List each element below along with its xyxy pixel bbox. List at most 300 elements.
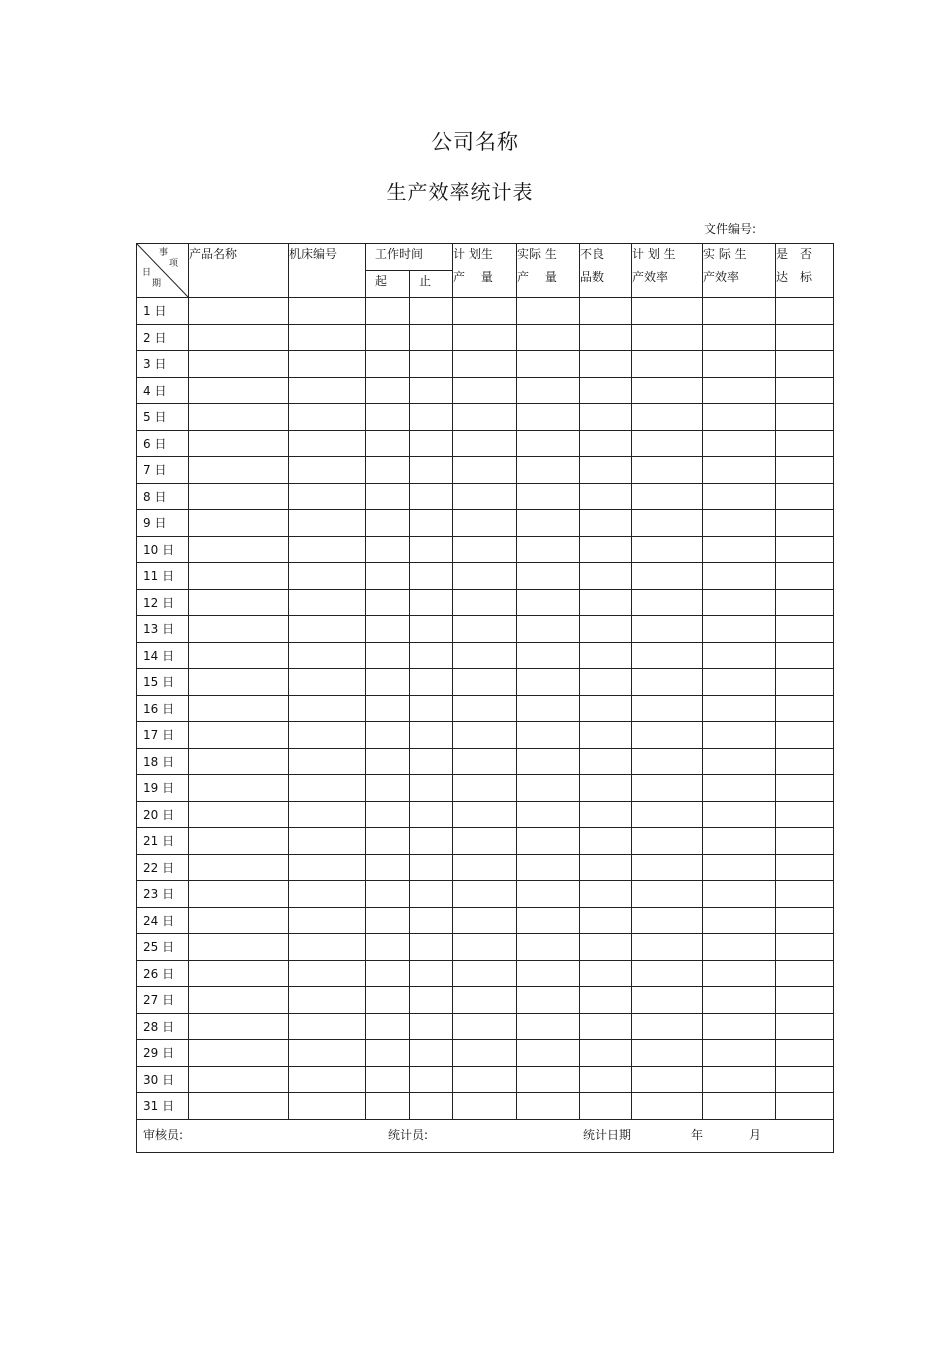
data-cell[interactable] <box>517 483 580 510</box>
data-cell[interactable] <box>632 1093 703 1120</box>
data-cell[interactable] <box>703 377 776 404</box>
data-cell[interactable] <box>517 1093 580 1120</box>
data-cell[interactable] <box>289 775 366 802</box>
data-cell[interactable] <box>189 934 289 961</box>
data-cell[interactable] <box>366 854 410 881</box>
data-cell[interactable] <box>189 616 289 643</box>
data-cell[interactable] <box>580 642 632 669</box>
data-cell[interactable] <box>289 987 366 1014</box>
data-cell[interactable] <box>410 404 453 431</box>
data-cell[interactable] <box>453 907 517 934</box>
data-cell[interactable] <box>366 934 410 961</box>
data-cell[interactable] <box>453 536 517 563</box>
data-cell[interactable] <box>776 1066 834 1093</box>
data-cell[interactable] <box>517 1013 580 1040</box>
data-cell[interactable] <box>366 377 410 404</box>
data-cell[interactable] <box>410 351 453 378</box>
data-cell[interactable] <box>632 722 703 749</box>
data-cell[interactable] <box>453 510 517 537</box>
data-cell[interactable] <box>776 801 834 828</box>
data-cell[interactable] <box>580 457 632 484</box>
data-cell[interactable] <box>632 748 703 775</box>
data-cell[interactable] <box>366 669 410 696</box>
data-cell[interactable] <box>580 298 632 325</box>
data-cell[interactable] <box>580 404 632 431</box>
data-cell[interactable] <box>189 377 289 404</box>
data-cell[interactable] <box>410 457 453 484</box>
data-cell[interactable] <box>366 457 410 484</box>
data-cell[interactable] <box>453 881 517 908</box>
data-cell[interactable] <box>366 1013 410 1040</box>
data-cell[interactable] <box>703 775 776 802</box>
data-cell[interactable] <box>703 1066 776 1093</box>
data-cell[interactable] <box>410 695 453 722</box>
data-cell[interactable] <box>580 536 632 563</box>
data-cell[interactable] <box>410 430 453 457</box>
data-cell[interactable] <box>517 430 580 457</box>
data-cell[interactable] <box>453 1040 517 1067</box>
data-cell[interactable] <box>632 987 703 1014</box>
data-cell[interactable] <box>517 934 580 961</box>
data-cell[interactable] <box>776 881 834 908</box>
data-cell[interactable] <box>632 377 703 404</box>
data-cell[interactable] <box>632 854 703 881</box>
data-cell[interactable] <box>580 324 632 351</box>
data-cell[interactable] <box>453 960 517 987</box>
data-cell[interactable] <box>189 510 289 537</box>
data-cell[interactable] <box>580 1013 632 1040</box>
data-cell[interactable] <box>366 695 410 722</box>
data-cell[interactable] <box>517 642 580 669</box>
data-cell[interactable] <box>410 828 453 855</box>
data-cell[interactable] <box>776 589 834 616</box>
data-cell[interactable] <box>189 563 289 590</box>
data-cell[interactable] <box>517 510 580 537</box>
data-cell[interactable] <box>410 1093 453 1120</box>
data-cell[interactable] <box>453 457 517 484</box>
data-cell[interactable] <box>703 722 776 749</box>
data-cell[interactable] <box>632 775 703 802</box>
data-cell[interactable] <box>189 1066 289 1093</box>
data-cell[interactable] <box>632 669 703 696</box>
data-cell[interactable] <box>289 536 366 563</box>
data-cell[interactable] <box>453 1066 517 1093</box>
data-cell[interactable] <box>776 669 834 696</box>
data-cell[interactable] <box>410 324 453 351</box>
data-cell[interactable] <box>776 695 834 722</box>
data-cell[interactable] <box>366 828 410 855</box>
data-cell[interactable] <box>453 934 517 961</box>
data-cell[interactable] <box>189 748 289 775</box>
data-cell[interactable] <box>289 748 366 775</box>
data-cell[interactable] <box>366 483 410 510</box>
data-cell[interactable] <box>410 960 453 987</box>
data-cell[interactable] <box>776 960 834 987</box>
data-cell[interactable] <box>517 404 580 431</box>
data-cell[interactable] <box>289 324 366 351</box>
data-cell[interactable] <box>776 987 834 1014</box>
data-cell[interactable] <box>410 854 453 881</box>
data-cell[interactable] <box>776 298 834 325</box>
data-cell[interactable] <box>410 616 453 643</box>
data-cell[interactable] <box>776 404 834 431</box>
data-cell[interactable] <box>632 589 703 616</box>
data-cell[interactable] <box>776 563 834 590</box>
data-cell[interactable] <box>580 801 632 828</box>
data-cell[interactable] <box>410 1066 453 1093</box>
data-cell[interactable] <box>776 457 834 484</box>
data-cell[interactable] <box>453 377 517 404</box>
data-cell[interactable] <box>517 298 580 325</box>
data-cell[interactable] <box>366 1040 410 1067</box>
data-cell[interactable] <box>517 589 580 616</box>
data-cell[interactable] <box>289 960 366 987</box>
data-cell[interactable] <box>632 828 703 855</box>
data-cell[interactable] <box>366 536 410 563</box>
data-cell[interactable] <box>366 748 410 775</box>
data-cell[interactable] <box>453 589 517 616</box>
data-cell[interactable] <box>632 907 703 934</box>
data-cell[interactable] <box>410 881 453 908</box>
data-cell[interactable] <box>776 536 834 563</box>
data-cell[interactable] <box>189 1093 289 1120</box>
data-cell[interactable] <box>189 324 289 351</box>
data-cell[interactable] <box>410 510 453 537</box>
data-cell[interactable] <box>517 881 580 908</box>
data-cell[interactable] <box>517 801 580 828</box>
data-cell[interactable] <box>289 828 366 855</box>
data-cell[interactable] <box>453 828 517 855</box>
data-cell[interactable] <box>366 430 410 457</box>
data-cell[interactable] <box>189 854 289 881</box>
data-cell[interactable] <box>517 351 580 378</box>
data-cell[interactable] <box>366 298 410 325</box>
data-cell[interactable] <box>410 801 453 828</box>
data-cell[interactable] <box>453 1093 517 1120</box>
data-cell[interactable] <box>189 960 289 987</box>
data-cell[interactable] <box>703 1040 776 1067</box>
data-cell[interactable] <box>189 1013 289 1040</box>
data-cell[interactable] <box>189 298 289 325</box>
data-cell[interactable] <box>703 669 776 696</box>
data-cell[interactable] <box>776 324 834 351</box>
data-cell[interactable] <box>580 1093 632 1120</box>
data-cell[interactable] <box>289 430 366 457</box>
data-cell[interactable] <box>517 1040 580 1067</box>
data-cell[interactable] <box>366 563 410 590</box>
data-cell[interactable] <box>517 457 580 484</box>
data-cell[interactable] <box>776 510 834 537</box>
data-cell[interactable] <box>703 483 776 510</box>
data-cell[interactable] <box>453 854 517 881</box>
data-cell[interactable] <box>517 536 580 563</box>
data-cell[interactable] <box>410 377 453 404</box>
data-cell[interactable] <box>703 934 776 961</box>
data-cell[interactable] <box>703 430 776 457</box>
data-cell[interactable] <box>289 722 366 749</box>
data-cell[interactable] <box>366 351 410 378</box>
data-cell[interactable] <box>189 669 289 696</box>
data-cell[interactable] <box>410 642 453 669</box>
data-cell[interactable] <box>289 404 366 431</box>
data-cell[interactable] <box>703 1093 776 1120</box>
data-cell[interactable] <box>289 907 366 934</box>
data-cell[interactable] <box>703 510 776 537</box>
data-cell[interactable] <box>189 430 289 457</box>
data-cell[interactable] <box>366 907 410 934</box>
data-cell[interactable] <box>366 589 410 616</box>
data-cell[interactable] <box>366 801 410 828</box>
data-cell[interactable] <box>776 1013 834 1040</box>
data-cell[interactable] <box>632 1066 703 1093</box>
data-cell[interactable] <box>289 1040 366 1067</box>
data-cell[interactable] <box>776 748 834 775</box>
data-cell[interactable] <box>632 510 703 537</box>
data-cell[interactable] <box>632 457 703 484</box>
data-cell[interactable] <box>703 616 776 643</box>
data-cell[interactable] <box>703 457 776 484</box>
data-cell[interactable] <box>453 669 517 696</box>
data-cell[interactable] <box>453 351 517 378</box>
data-cell[interactable] <box>580 351 632 378</box>
data-cell[interactable] <box>453 642 517 669</box>
data-cell[interactable] <box>410 1040 453 1067</box>
data-cell[interactable] <box>517 960 580 987</box>
data-cell[interactable] <box>289 457 366 484</box>
data-cell[interactable] <box>580 748 632 775</box>
data-cell[interactable] <box>453 616 517 643</box>
data-cell[interactable] <box>189 722 289 749</box>
data-cell[interactable] <box>366 987 410 1014</box>
data-cell[interactable] <box>632 881 703 908</box>
data-cell[interactable] <box>703 960 776 987</box>
data-cell[interactable] <box>453 324 517 351</box>
data-cell[interactable] <box>410 934 453 961</box>
data-cell[interactable] <box>776 722 834 749</box>
data-cell[interactable] <box>289 881 366 908</box>
data-cell[interactable] <box>632 430 703 457</box>
data-cell[interactable] <box>289 1093 366 1120</box>
data-cell[interactable] <box>289 510 366 537</box>
data-cell[interactable] <box>189 589 289 616</box>
data-cell[interactable] <box>703 589 776 616</box>
data-cell[interactable] <box>410 987 453 1014</box>
data-cell[interactable] <box>703 801 776 828</box>
data-cell[interactable] <box>703 907 776 934</box>
data-cell[interactable] <box>289 669 366 696</box>
data-cell[interactable] <box>776 616 834 643</box>
data-cell[interactable] <box>580 1066 632 1093</box>
data-cell[interactable] <box>703 351 776 378</box>
data-cell[interactable] <box>366 775 410 802</box>
data-cell[interactable] <box>632 404 703 431</box>
data-cell[interactable] <box>453 430 517 457</box>
data-cell[interactable] <box>580 854 632 881</box>
data-cell[interactable] <box>289 642 366 669</box>
data-cell[interactable] <box>517 775 580 802</box>
data-cell[interactable] <box>632 934 703 961</box>
data-cell[interactable] <box>289 351 366 378</box>
data-cell[interactable] <box>517 377 580 404</box>
data-cell[interactable] <box>453 722 517 749</box>
data-cell[interactable] <box>580 881 632 908</box>
data-cell[interactable] <box>703 987 776 1014</box>
data-cell[interactable] <box>580 907 632 934</box>
data-cell[interactable] <box>580 589 632 616</box>
data-cell[interactable] <box>517 854 580 881</box>
data-cell[interactable] <box>632 1040 703 1067</box>
data-cell[interactable] <box>632 298 703 325</box>
data-cell[interactable] <box>517 907 580 934</box>
data-cell[interactable] <box>410 589 453 616</box>
data-cell[interactable] <box>580 430 632 457</box>
data-cell[interactable] <box>366 642 410 669</box>
data-cell[interactable] <box>189 907 289 934</box>
data-cell[interactable] <box>189 987 289 1014</box>
data-cell[interactable] <box>580 377 632 404</box>
data-cell[interactable] <box>366 722 410 749</box>
data-cell[interactable] <box>580 775 632 802</box>
data-cell[interactable] <box>776 828 834 855</box>
data-cell[interactable] <box>189 828 289 855</box>
data-cell[interactable] <box>189 483 289 510</box>
data-cell[interactable] <box>776 642 834 669</box>
data-cell[interactable] <box>410 536 453 563</box>
data-cell[interactable] <box>289 801 366 828</box>
data-cell[interactable] <box>632 324 703 351</box>
data-cell[interactable] <box>453 801 517 828</box>
data-cell[interactable] <box>289 298 366 325</box>
data-cell[interactable] <box>189 536 289 563</box>
data-cell[interactable] <box>703 854 776 881</box>
data-cell[interactable] <box>776 351 834 378</box>
data-cell[interactable] <box>366 881 410 908</box>
data-cell[interactable] <box>632 642 703 669</box>
data-cell[interactable] <box>703 404 776 431</box>
data-cell[interactable] <box>703 881 776 908</box>
data-cell[interactable] <box>366 324 410 351</box>
data-cell[interactable] <box>703 536 776 563</box>
data-cell[interactable] <box>453 483 517 510</box>
data-cell[interactable] <box>517 748 580 775</box>
data-cell[interactable] <box>453 563 517 590</box>
data-cell[interactable] <box>289 483 366 510</box>
data-cell[interactable] <box>632 563 703 590</box>
data-cell[interactable] <box>776 907 834 934</box>
data-cell[interactable] <box>289 563 366 590</box>
data-cell[interactable] <box>366 616 410 643</box>
data-cell[interactable] <box>517 722 580 749</box>
data-cell[interactable] <box>189 801 289 828</box>
data-cell[interactable] <box>410 1013 453 1040</box>
data-cell[interactable] <box>776 934 834 961</box>
data-cell[interactable] <box>189 642 289 669</box>
data-cell[interactable] <box>517 1066 580 1093</box>
data-cell[interactable] <box>289 1066 366 1093</box>
data-cell[interactable] <box>289 854 366 881</box>
data-cell[interactable] <box>517 695 580 722</box>
data-cell[interactable] <box>580 960 632 987</box>
data-cell[interactable] <box>517 987 580 1014</box>
data-cell[interactable] <box>703 828 776 855</box>
data-cell[interactable] <box>632 351 703 378</box>
data-cell[interactable] <box>703 642 776 669</box>
data-cell[interactable] <box>189 881 289 908</box>
data-cell[interactable] <box>366 1066 410 1093</box>
data-cell[interactable] <box>776 483 834 510</box>
data-cell[interactable] <box>703 298 776 325</box>
data-cell[interactable] <box>189 457 289 484</box>
data-cell[interactable] <box>703 748 776 775</box>
data-cell[interactable] <box>703 695 776 722</box>
data-cell[interactable] <box>632 536 703 563</box>
data-cell[interactable] <box>410 748 453 775</box>
data-cell[interactable] <box>189 695 289 722</box>
data-cell[interactable] <box>366 1093 410 1120</box>
data-cell[interactable] <box>703 324 776 351</box>
data-cell[interactable] <box>632 695 703 722</box>
data-cell[interactable] <box>189 404 289 431</box>
data-cell[interactable] <box>410 775 453 802</box>
data-cell[interactable] <box>289 934 366 961</box>
data-cell[interactable] <box>189 775 289 802</box>
data-cell[interactable] <box>776 1093 834 1120</box>
data-cell[interactable] <box>453 987 517 1014</box>
data-cell[interactable] <box>453 775 517 802</box>
data-cell[interactable] <box>703 1013 776 1040</box>
data-cell[interactable] <box>189 351 289 378</box>
data-cell[interactable] <box>453 748 517 775</box>
data-cell[interactable] <box>580 828 632 855</box>
data-cell[interactable] <box>632 1013 703 1040</box>
data-cell[interactable] <box>517 563 580 590</box>
data-cell[interactable] <box>410 722 453 749</box>
data-cell[interactable] <box>776 775 834 802</box>
data-cell[interactable] <box>517 828 580 855</box>
data-cell[interactable] <box>580 722 632 749</box>
data-cell[interactable] <box>289 1013 366 1040</box>
data-cell[interactable] <box>517 669 580 696</box>
data-cell[interactable] <box>517 616 580 643</box>
data-cell[interactable] <box>703 563 776 590</box>
data-cell[interactable] <box>632 616 703 643</box>
data-cell[interactable] <box>580 987 632 1014</box>
data-cell[interactable] <box>632 483 703 510</box>
data-cell[interactable] <box>580 695 632 722</box>
data-cell[interactable] <box>366 960 410 987</box>
data-cell[interactable] <box>410 669 453 696</box>
data-cell[interactable] <box>580 1040 632 1067</box>
data-cell[interactable] <box>189 1040 289 1067</box>
data-cell[interactable] <box>580 510 632 537</box>
data-cell[interactable] <box>289 616 366 643</box>
data-cell[interactable] <box>410 907 453 934</box>
data-cell[interactable] <box>632 801 703 828</box>
data-cell[interactable] <box>410 563 453 590</box>
data-cell[interactable] <box>289 589 366 616</box>
data-cell[interactable] <box>289 377 366 404</box>
data-cell[interactable] <box>366 510 410 537</box>
data-cell[interactable] <box>517 324 580 351</box>
data-cell[interactable] <box>289 695 366 722</box>
data-cell[interactable] <box>580 934 632 961</box>
data-cell[interactable] <box>776 430 834 457</box>
data-cell[interactable] <box>580 616 632 643</box>
data-cell[interactable] <box>580 669 632 696</box>
data-cell[interactable] <box>410 483 453 510</box>
data-cell[interactable] <box>410 298 453 325</box>
data-cell[interactable] <box>453 404 517 431</box>
